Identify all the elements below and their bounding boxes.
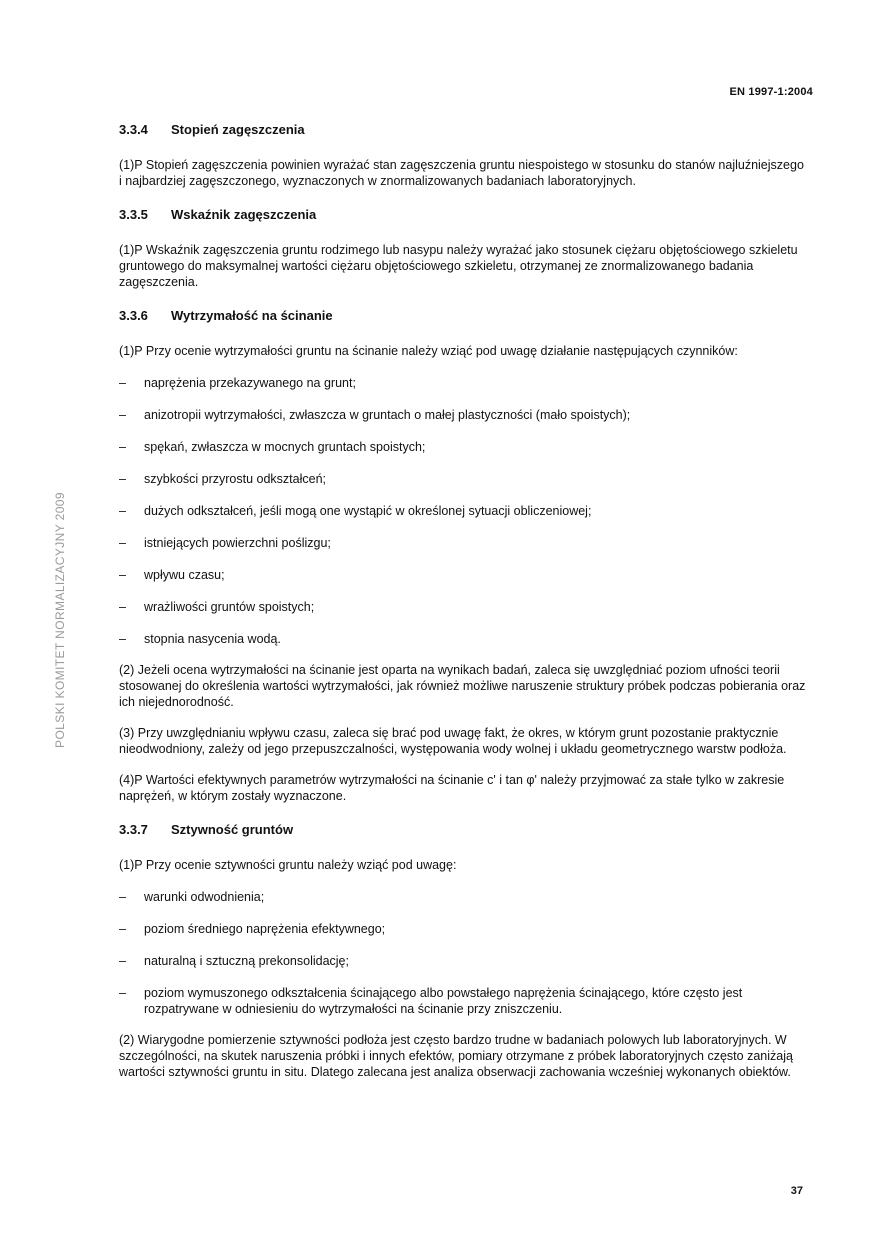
list-item-text: naturalną i sztuczną prekonsolidację; [144, 954, 349, 968]
dash-marker: – [119, 376, 126, 390]
section-title: Stopień zagęszczenia [171, 122, 305, 137]
list-item-text: warunki odwodnienia; [144, 890, 265, 904]
paragraph: (4)P Wartości efektywnych parametrów wytrzymałości na ścinanie c' i tan φ' należy przyjmować za stałe tylko w zakresie naprężeń, w którym zostały wyznaczone. [119, 773, 785, 803]
section-title: Wytrzymałość na ścinanie [171, 308, 333, 323]
list-item-text: spękań, zwłaszcza w mocnych gruntach spoistych; [144, 440, 426, 454]
dash-marker: – [119, 922, 126, 936]
watermark-text: POLSKI KOMITET NORMALIZACYJNY 2009 [53, 492, 67, 748]
paragraph: (1)P Przy ocenie wytrzymałości gruntu na ścinanie należy wziąć pod uwagę działanie następujących czynników: [119, 344, 738, 358]
dash-marker: – [119, 408, 126, 422]
section-heading-3-3-4 [119, 122, 809, 137]
list-item-text: naprężenia przekazywanego na grunt; [144, 376, 356, 390]
list-item [119, 439, 809, 455]
list-item-text: istniejących powierzchni poślizgu; [144, 536, 331, 550]
paragraph: (1)P Stopień zagęszczenia powinien wyrażać stan zagęszczenia gruntu niespoistego w stosunku do stanów najluźniejszego i najbardziej zagęszczonego, wyznaczonych w znormalizowanych badaniach laboratoryjnych. [119, 158, 804, 188]
list-item-text: wrażliwości gruntów spoistych; [144, 600, 315, 614]
list-item-text: poziom średniego naprężenia efektywnego; [144, 922, 386, 936]
paragraph: (3) Przy uwzględnianiu wpływu czasu, zaleca się brać pod uwagę fakt, że okres, w którym grunt pozostanie praktycznie nieodwodniony, zależy od jego przepuszczalności, występowania wody wolnej i układu geometrycznego warstw podłoża. [119, 726, 787, 756]
list-item [119, 921, 809, 937]
page-number: 37 [790, 1185, 803, 1197]
list-item-text: stopnia nasycenia wodą. [144, 632, 281, 646]
list-item-text: anizotropii wytrzymałości, zwłaszcza w gruntach o małej plastyczności (mało spoistych); [144, 408, 631, 422]
paragraph: (1)P Przy ocenie sztywności gruntu należy wziąć pod uwagę: [119, 858, 457, 872]
section-heading-3-3-5 [119, 207, 809, 222]
section-number: 3.3.5 [119, 207, 148, 222]
factor-list [119, 375, 809, 647]
list-item [119, 503, 809, 519]
list-item [119, 407, 809, 423]
list-item-text: szybkości przyrostu odkształceń; [144, 472, 327, 486]
list-item [119, 535, 809, 551]
section-title: Wskaźnik zagęszczenia [171, 207, 317, 222]
list-item [119, 953, 809, 969]
list-item [119, 631, 809, 647]
list-item [119, 889, 809, 905]
list-item [119, 985, 809, 1017]
list-item-text: wpływu czasu; [144, 568, 225, 582]
stiffness-factor-list [119, 889, 809, 1017]
dash-marker: – [119, 568, 126, 582]
list-item-text: dużych odkształceń, jeśli mogą one wystąpić w określonej sytuacji obliczeniowej; [144, 504, 592, 518]
dash-marker: – [119, 472, 126, 486]
dash-marker: – [119, 600, 126, 614]
paragraph: (2) Jeżeli ocena wytrzymałości na ścinanie jest oparta na wynikach badań, zaleca się uwzględniać poziom ufności teorii stosowanej do określenia wartości wytrzymałości, jak również możliwe naruszenie struktury próbek podczas pobierania oraz ich niejednorodność. [119, 663, 806, 709]
list-item [119, 599, 809, 615]
dash-marker: – [119, 890, 126, 904]
section-number: 3.3.6 [119, 308, 148, 323]
section-number: 3.3.7 [119, 822, 148, 837]
standard-reference: EN 1997-1:2004 [729, 86, 813, 98]
dash-marker: – [119, 632, 126, 646]
list-item [119, 471, 809, 487]
dash-marker: – [119, 536, 126, 550]
section-number: 3.3.4 [119, 122, 148, 137]
dash-marker: – [119, 504, 126, 518]
paragraph: (1)P Wskaźnik zagęszczenia gruntu rodzimego lub nasypu należy wyrażać jako stosunek ciężaru objętościowego szkieletu gruntowego do maksymalnej wartości ciężaru objętościowego szkieletu, otrzymanej ze znormalizowanego badania zagęszczenia. [119, 243, 798, 289]
list-item-text: poziom wymuszonego odkształcenia ścinającego albo powstałego naprężenia ścinającego, które często jest rozpatrywane w odniesieniu do wytrzymałości na ścinanie przy zniszczeniu. [144, 986, 743, 1016]
dash-marker: – [119, 954, 126, 968]
page-content [119, 122, 809, 1080]
list-item [119, 375, 809, 391]
paragraph: (2) Wiarygodne pomierzenie sztywności podłoża jest często bardzo trudne w badaniach polowych lub laboratoryjnych. W szczególności, na skutek naruszenia próbki i innych efektów, pomiary otrzymane z próbek laboratoryjnych często zaniżają wartości sztywności gruntu in situ. Dlatego zalecana jest analiza obserwacji zachowania wcześniej wykonanych obiektów. [119, 1033, 793, 1079]
section-heading-3-3-6 [119, 308, 809, 323]
list-item [119, 567, 809, 583]
dash-marker: – [119, 986, 126, 1000]
dash-marker: – [119, 440, 126, 454]
section-heading-3-3-7 [119, 822, 809, 837]
section-title: Sztywność gruntów [171, 822, 294, 837]
